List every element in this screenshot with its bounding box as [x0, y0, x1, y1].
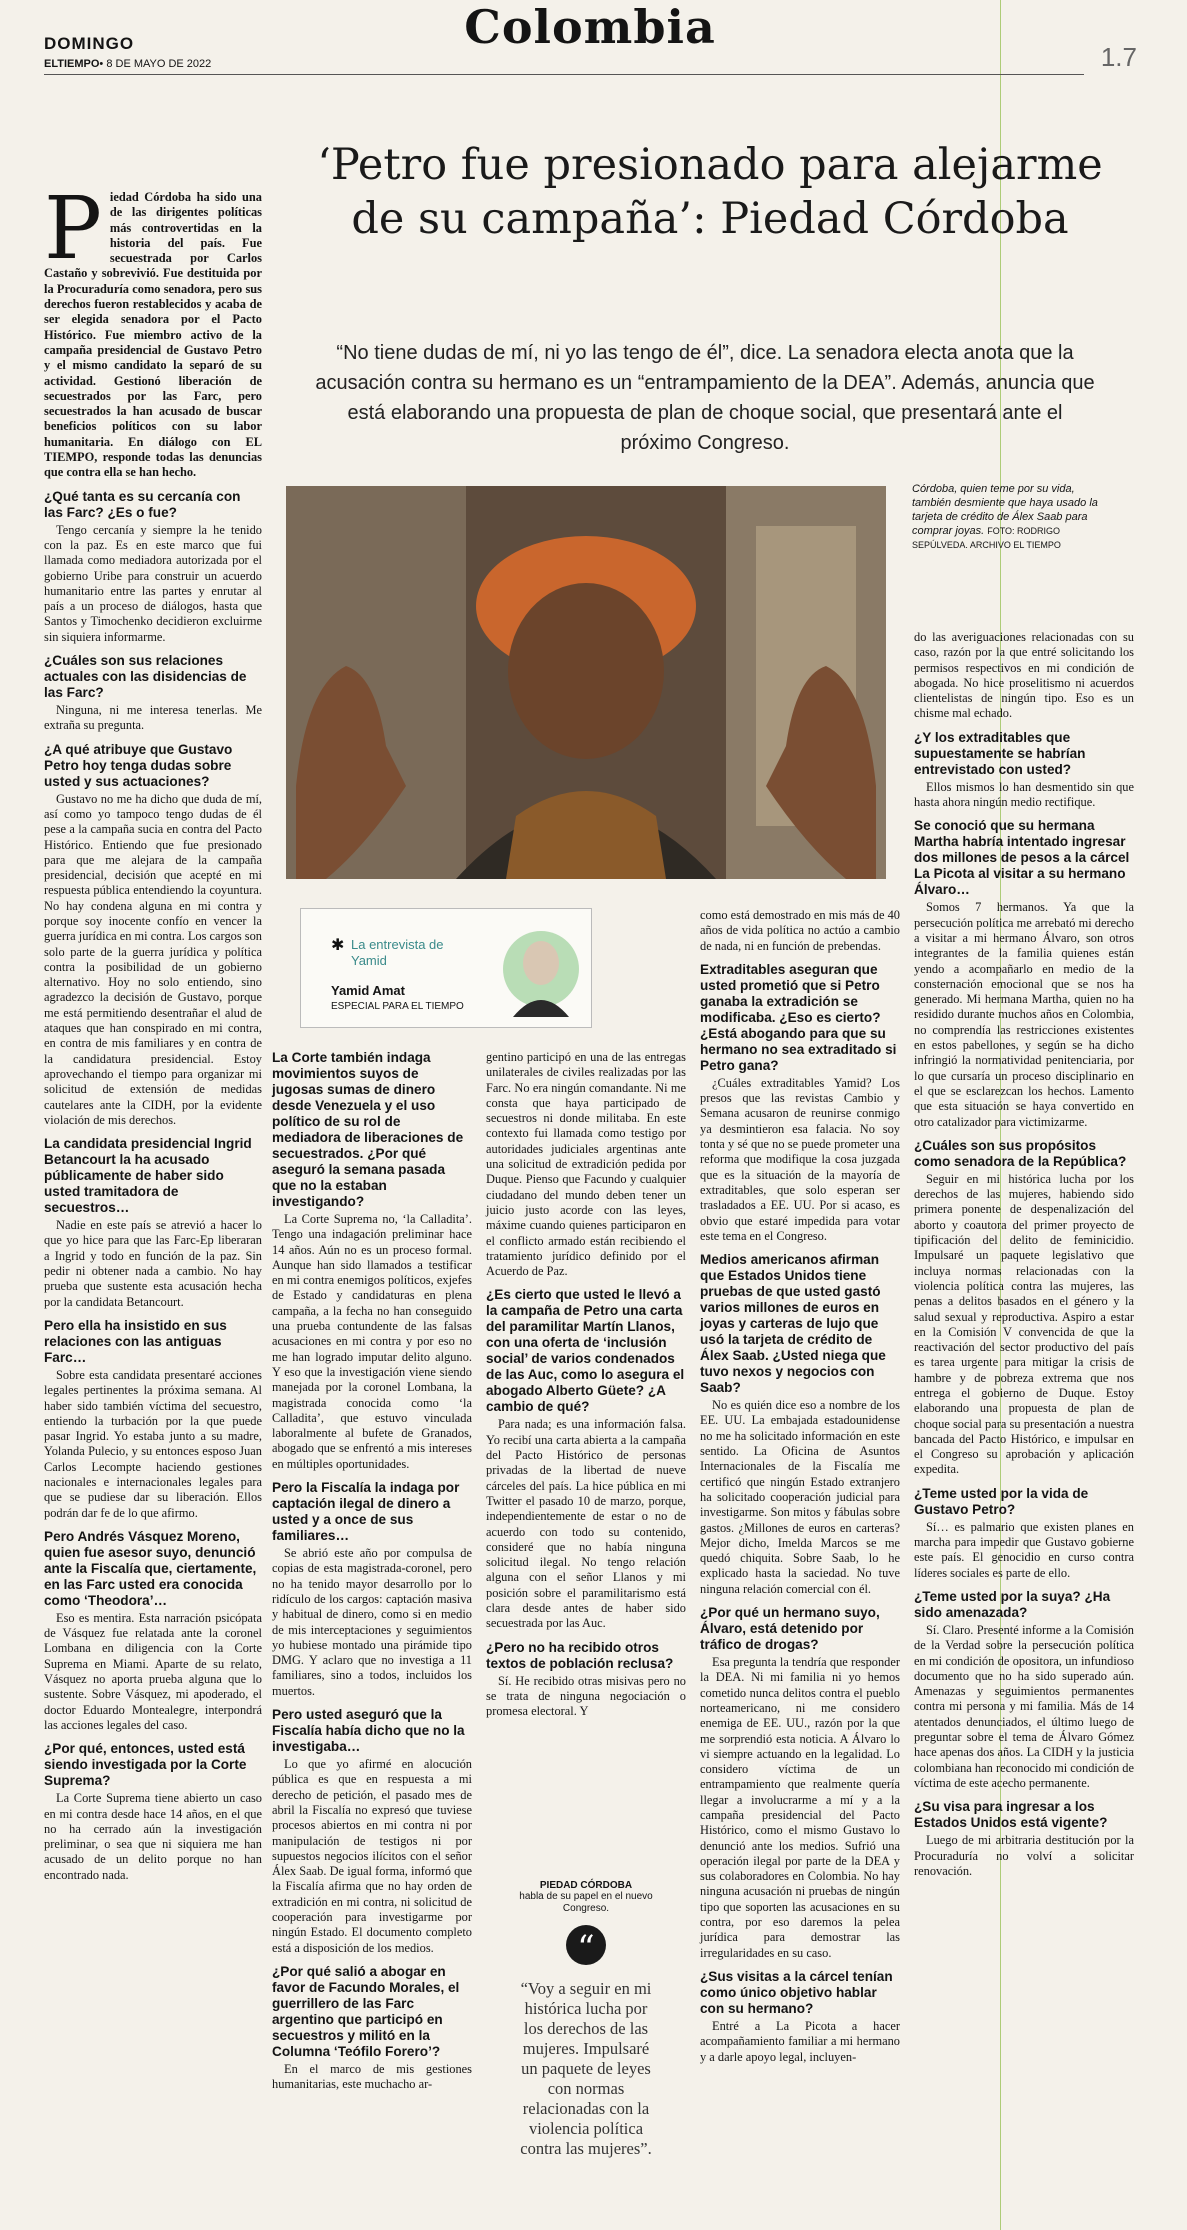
question: ¿Es cierto que usted le llevó a la campaña de Petro una carta del paramilitar Martín Llanos, con una oferta de ‘inclusión social’ de varios condenados de las Auc, como lo asegura el abogado Alberto Güete? ¿A cambio de qué? — [486, 1287, 685, 1415]
answer: Sobre esta candidata presentaré acciones legales pertinentes la próxima semana. Al haber sido también víctima del secuestro, entiendo la turbación por la que puede pasar Ingrid. Yo estaba junto a su madre, Yolanda Pulecio, y su entonces esposo Juan Carlos Lecompte haciendo gestiones nacionales e internacionales legales para que se pudiese dar su liberación. Ellos podrán dar fe de lo que afirmo. — [44, 1367, 262, 1520]
interview-tag: La entrevista de Yamid — [351, 937, 444, 968]
star-icon: ✱ — [331, 937, 345, 954]
question: ¿Por qué salió a abogar en favor de Facundo Morales, el guerrillero de las Farc argentino que participó en secuestros y militó en la Columna ‘Teófilo Forero’? — [272, 1963, 460, 2059]
question: ¿Cuáles son sus propósitos como senadora de la República? — [914, 1137, 1127, 1169]
question: Se conoció que su hermana Martha habría intentado ingresar dos millones de pesos a la cárcel La Picota al visitar a su hermano Álvaro… — [914, 818, 1130, 898]
answer: Se abrió este año por compulsa de copias de esta magistrada-coronel, pero no ha tenido mayor desarrollo por lo ridículo de los cargos: captación masiva y habitual de dinero, como si en medio de mis interceptaciones y seguimientos yo hubiese montado una pirámide tipo DMG. Y aclaro que no investiga a 11 familiares, sino a todos, incluidos los muertos. — [272, 1546, 472, 1698]
answer: Lo que yo afirmé en alocución pública es que en respuesta a mi derecho de petición, el pasado mes de abril la Fiscalía no expresó que tuviese procesos abiertos en mi contra ni por manipulación de testigos ni por supuestos negocios ilícitos con el señor Álex Saab. De igual forma, informó que la Fiscalía afirma que no hay orden de extradición en mi contra, ni solicitud de cooperación para investigarme por ningún Estado. El documento completo está a disposición de los medios. — [272, 1757, 472, 1955]
question: ¿Teme usted por la suya? ¿Ha sido amenazada? — [914, 1588, 1111, 1620]
question: ¿Sus visitas a la cárcel tenían como único objetivo hablar con su hermano? — [700, 1968, 893, 2016]
answer: Eso es mentira. Esta narración psicópata de Vásquez fue relatada ante la coronel Lombana en diligencia con la Corte Suprema en Miami. Aparte de su relato, Vásquez no aporta prueba alguna que lo sustente. Sobre Vásquez, mi apoderado, el doctor Eduardo Montealegre, interpondrá las acciones legales del caso. — [44, 1610, 262, 1732]
dek: “No tiene dudas de mí, ni yo las tengo de él”, dice. La senadora electa anota que la acusación contra su hermano es un “entrampamiento de la DEA”. Además, anuncia que está elaborando una propuesta de plan de choque social, que presentará ante el próximo Congreso. — [315, 342, 1095, 454]
quote-text: “Voy a seguir en mi histórica lucha por los derechos de las mujeres. Impulsaré un paquete de leyes con normas relacionadas con la violencia política contra las mujeres”. — [520, 1979, 652, 2158]
answer: Ninguna, ni me interesa tenerlas. Me extraña su pregunta. — [44, 703, 262, 733]
question: Pero Andrés Vásquez Moreno, quien fue asesor suyo, denunció ante la Fiscalía que, ciertamente, en las Farc usted era conocida como ‘Theodora’… — [44, 1528, 257, 1608]
answer: Ellos mismos lo han desmentido sin que hasta ahora ningún medio rectifique. — [914, 779, 1134, 810]
answer: Seguir en mi histórica lucha por los derechos de las mujeres, habiendo sido primera ponente de despenalización del aborto y coautora del primer proyecto de tipificación del delito de feminicidio. Impulsaré un paquete legislativo que incluya normas relacionadas con la violencia política contra las mujeres, las penas a delitos basados en el género y la salud sexual y reproductiva. Aspiro a estar en la Comisión V convencida de que la reactivación del sector productivo del país es tarea urgente para mitigar la crisis de hambre y de pobreza extrema que nos entrega el gobierno de Duque. Estoy elaborando una propuesta de plan de choque social para su presentación a nuestra bancada del Pacto Histórico, e impulsar en el Congreso su aprobación y aplicación expedita. — [914, 1171, 1134, 1477]
page-number: 1.7 — [1100, 42, 1137, 72]
headline: ‘Petro fue presionado para alejarme de su campaña’: Piedad Córdoba — [317, 140, 1103, 244]
photo-credit: FOTO: RODRIGO SEPÚLVEDA. ARCHIVO EL TIEMPO — [912, 526, 1061, 550]
question: ¿Pero no ha recibido otros textos de población reclusa? — [486, 1639, 674, 1671]
answer: Entré a La Picota a hacer acompañamiento familiar a mi hermano y a darle apoyo legal, incluyen- — [700, 2018, 900, 2064]
photo-caption — [912, 482, 1112, 552]
question: ¿Su visa para ingresar a los Estados Unidos está vigente? — [914, 1799, 1108, 1831]
question: ¿Qué tanta es su cercanía con las Farc? ¿Es o fue? — [44, 488, 241, 520]
column-2 — [272, 1050, 472, 2092]
answer-continued: gentino participó en una de las entregas unilaterales de civiles realizadas por las Farc. No era ningún comandante. Ni me consta que haya participado de secuestros ni donde militaba. En este contexto fui llamada como testigo por autoridades judiciales argentinas ante una solicitud de extradición pedida por Duque. Pienso que Facundo y cualquier ciudadano del mundo deben tener un juicio justo acorde con las leyes, máxime cuando quienes participaron en el conflicto armado están recibiendo el tratamiento jurídico definido por el Acuerdo de Paz. — [486, 1050, 686, 1279]
quote-sub: habla de su papel en el nuevo Congreso. — [519, 1891, 653, 1914]
header-rule — [44, 74, 1084, 75]
answer: Esa pregunta la tendría que responder la DEA. Ni mi familia ni yo hemos cometido nunca delitos contra el pueblo norteamericano, ni me considero enemiga de EE. UU., razón por la que me sorprendió esta noticia. A Álvaro lo vi siempre actuando en la legalidad. Lo considero víctima de un entrampamiento que realmente quería llegar a involucrarme a mí y a la campaña presidencial del Pacto Histórico, como el mismo Gustavo lo denunció ante los medios. Sufrió una operación ilegal por parte de la DEA y sus colaboradores en Colombia. No hay ninguna acusación ni pruebas de ningún tipo que soporten las acusaciones en su contra, por eso daremos la pelea jurídica para demostrar las irregularidades en su caso. — [700, 1655, 900, 1960]
caption-text: Córdoba, quien teme por su vida, también desmiente que haya usado la tarjeta de crédito de Álex Saab para comprar joyas. — [912, 483, 1098, 537]
answer: Sí… es palmario que existen planes en marcha para impedir que Gustavo gobierne este país. El genocidio en curso contra líderes sociales es parte de ello. — [914, 1519, 1134, 1580]
dateline — [44, 58, 211, 70]
question: Medios americanos afirman que Estados Unidos tiene pruebas de que usted gastó varios millones de euros en joyas y carteras de lujo que usó la tarjeta de crédito de Álex Saab. ¿Usted niega que tuvo nexos y negocios con Saab? — [700, 1252, 886, 1396]
question: Pero la Fiscalía la indaga por captación ilegal de dinero a usted y a once de sus familiares… — [272, 1480, 460, 1544]
pull-quote — [516, 1880, 656, 2159]
answer: La Corte Suprema tiene abierto un caso en mi contra desde hace 14 años, en el que no ha cerrado aún la investigación preliminar, o sea que ni siquiera me han acusado de un delito porque no han encontrado nada. — [44, 1791, 262, 1882]
answer: No es quién dice eso a nombre de los EE. UU. La embajada estadounidense no me ha solicitado información en este sentido. La Oficina de Asuntos Internacionales de la Fiscalía me certificó que ningún Estado extranjero ha solicitado cooperación judicial para investigarme. Son mitos y fábulas sobre gastos. ¿Millones de euros en carteras? Mejor dicho, Imelda Marcos se me quedó chiquita. Sobre Saab, lo he explicado hasta la saciedad. No tuve ninguna relación comercial con él. — [700, 1398, 900, 1596]
column-4 — [700, 908, 900, 2065]
answer: Sí. He recibido otras misivas pero no se trata de ninguna negociación o promesa electoral. Y — [486, 1673, 686, 1719]
answer: En el marco de mis gestiones humanitarias, este muchacho ar- — [272, 2061, 472, 2092]
day-label: DOMINGO — [44, 34, 135, 53]
interviewer-name: Yamid Amat — [331, 983, 405, 998]
question: ¿Por qué, entonces, usted está siendo investigada por la Corte Suprema? — [44, 1741, 247, 1789]
answer: Luego de mi arbitraria destitución por la Procuraduría no volví a solicitar renovación. — [914, 1833, 1134, 1878]
question: La Corte también indaga movimientos suyos de jugosas sumas de dinero desde Venezuela y el uso político de su rol de mediadora de liberaciones de secuestrados. ¿Por qué aseguró la semana pasada que no la estaban investigando? — [272, 1050, 464, 1209]
question: Extraditables aseguran que usted prometió que si Petro ganaba la extradición se modificaba. ¿Eso es cierto? ¿Está abogando para que su hermano no sea extraditado si Petro gana? — [700, 961, 897, 1073]
portrait-photo — [286, 486, 886, 879]
intro-paragraph: iedad Córdoba ha sido una de las dirigentes políticas más controvertidas en la historia del país. Fue secuestrada por Carlos Castaño y sobrevivió. Fue destituida por la Procuraduría como senadora, pero sus derechos fueron restablecidos y acaba de ser elegida senadora por el Pacto Histórico. Fue miembro activo de la campaña presidencial de Gustavo Petro y el mismo candidato la separó de su actividad. Gestionó liberación de secuestrados por las Farc, pero secuestrados la han acusado de buscar beneficios políticos con su labor humanitaria. En diálogo con EL TIEMPO, responde todas las denuncias que contra ella se han hecho. — [44, 190, 262, 480]
drop-cap: P — [44, 179, 102, 279]
interviewer-box — [300, 908, 592, 1028]
column-1 — [44, 179, 262, 1883]
answer: Somos 7 hermanos. Ya que la persecución política me arrebató mi derecho a visitar a mi hermano Álvaro, son otros integrantes de la familia quienes están yendo a acompañarlo en medio de la consternación emocional que se nos ha generado. Mi hermana Martha, quien no ha residido durante muchos años en Colombia, no comprendía las restricciones existentes en estos pabellones, y según se ha dicho infringió la normatividad penitenciaria, por lo que cursaría un proceso disciplinario en el que se esclarezcan los hechos. Lamento que esta situación se haya convertido en otro catalizador para victimizarme. — [914, 900, 1134, 1129]
question: Pero ella ha insistido en sus relaciones con las antiguas Farc… — [44, 1317, 227, 1365]
question: ¿Cuáles son sus relaciones actuales con las disidencias de las Farc? — [44, 653, 247, 701]
question: ¿Por qué un hermano suyo, Álvaro, está detenido por tráfico de drogas? — [700, 1605, 880, 1653]
column-3 — [486, 1050, 686, 1720]
interviewer-role: ESPECIAL PARA EL TIEMPO — [331, 1001, 464, 1012]
interviewer-portrait — [501, 919, 581, 1017]
question: ¿Y los extraditables que supuestamente se habrían entrevistado con usted? — [914, 729, 1086, 777]
answer: La Corte Suprema no, ‘la Calladita’. Tengo una indagación preliminar hace 14 años. Aún no es un proceso formal. Aunque han sido llamados a testificar en mi contra enemigos políticos, exjefes de Estado y candidaturas en plena campaña, a la fecha no han conseguido una prueba contundente de las falsas acusaciones en mi contra y por eso no me han logrado imputar delito alguno. Y eso que la investigación viene siendo manejada por la coronel Lombana, la magistrada conocida como ‘la Calladita’, que estuvo vinculada laboralmente al bufete de Granados, abogado que se enfrentó a mis intereses en múltiples oportunidades. — [272, 1212, 472, 1471]
answer-continued: como está demostrado en mis más de 40 años de vida política no actúo a cambio de nada, ni en función de prebendas. — [700, 908, 900, 953]
question: ¿Teme usted por la vida de Gustavo Petro? — [914, 1485, 1089, 1517]
svg-text:“: “ — [577, 1928, 595, 1965]
section-title: Colombia — [464, 0, 716, 54]
answer: Sí. Claro. Presenté informe a la Comisión de la Verdad sobre la persecución política en mi condición de opositora, un infundioso documento que no ha sido superado aún. Amenazas y seguimientos permanentes contra mi persona y mi familia. Más de 14 atentados denunciados, el último luego de preguntar sobre el tema de Álvaro Gómez hace apenas dos años. La CIDH y la justicia colombiana han reconocido mi condición de víctima de este acecho permanente. — [914, 1622, 1134, 1790]
quote-mark-icon — [563, 1925, 609, 1965]
column-5 — [914, 630, 1134, 1879]
answer: Nadie en este país se atrevió a hacer lo que yo hice para que las Farc-Ep liberaran a Ingrid y todo en función de la paz. Sin pedir ni obtener nada a cambio. No hay prueba que sustente esta acusación hecha por la candidata Betancourt. — [44, 1218, 262, 1309]
date: • 8 DE MAYO DE 2022 — [99, 58, 212, 70]
question: Pero usted aseguró que la Fiscalía había dicho que no la investigaba… — [272, 1707, 465, 1755]
answer: Gustavo no me ha dicho que duda de mí, así como yo tampoco tengo dudas de él pese a la campaña sucia en contra del Pacto Histórico. Entiendo que fue presionado para que me alejara de la campaña presidencial, decisión que acepté en mi respuesta pública entendiendo la coyuntura. No hay condena alguna en mi contra y porque soy inocente confío en vencer la guerra jurídica en mi contra. Los cargos son solo parte de la guerra jurídica y política contra la posibilidad de un gobierno alternativo. Hoy no solo entiendo, sino agradezco la decisión de Gustavo, porque me está permitiendo desentrañar el alud de ataques que han conspirado en mi contra, en contra de mis familiares y en contra de la candidatura presidencial. Estoy aprovechando el tiempo para organizar mi solicitud de extensión de medidas cautelares ante la CIDH, por la evidente violación de mis derechos. — [44, 791, 262, 1127]
quote-name: PIEDAD CÓRDOBA — [539, 1880, 633, 1891]
answer-continued: do las averiguaciones relacionadas con su caso, razón por la que entré solicitando los permisos respectivos en mi condición de abogada. No hice proselitismo ni acuerdos clientelistas de ningún tipo. Eso es un chisme mal echado. — [914, 630, 1134, 721]
answer: Tengo cercanía y siempre la he tenido con la paz. Es en este marco que fui llamada como mediadora autorizada por el gobierno Uribe para construir un acuerdo humanitario entre las partes y enrutar al país a un proceso de diálogos, hasta que Santos y Timochenko decidieron excluirme sin siquiera informarme. — [44, 522, 262, 644]
answer: ¿Cuáles extraditables Yamid? Los presos que las revistas Cambio y Semana acusaron de reunirse conmigo ya desmintieron esa falacia. No soy tonta y sé que no se puede prometer una reforma que modifique la cosa juzgada que es la situación de la mayoría de extraditables, que solo esperan ser trasladados a EE. UU. Por si acaso, es obvio que estaré impedida para votar este tema en el Congreso. — [700, 1075, 900, 1243]
question: ¿A qué atribuye que Gustavo Petro hoy tenga dudas sobre usted y sus actuaciones? — [44, 741, 233, 789]
question: La candidata presidencial Ingrid Betancourt la ha acusado públicamente de haber sido usted tramitadora de secuestros… — [44, 1136, 252, 1216]
answer: Para nada; es una información falsa. Yo recibí una carta abierta a la campaña del Pacto Histórico de personas privadas de la libertad de nueve cárceles del país. La hice pública en mi Twitter el pasado 10 de marzo, porque, independientemente de estar o no de acuerdo con todo su contenido, consideré que no había ninguna solicitud ilegal. No tengo relación alguna con el señor Llanos y mi posición sobre el paramilitarismo está clara desde antes de haber sido secuestrada por las Auc. — [486, 1417, 686, 1631]
brand-name: ELTIEMPO — [44, 58, 100, 70]
